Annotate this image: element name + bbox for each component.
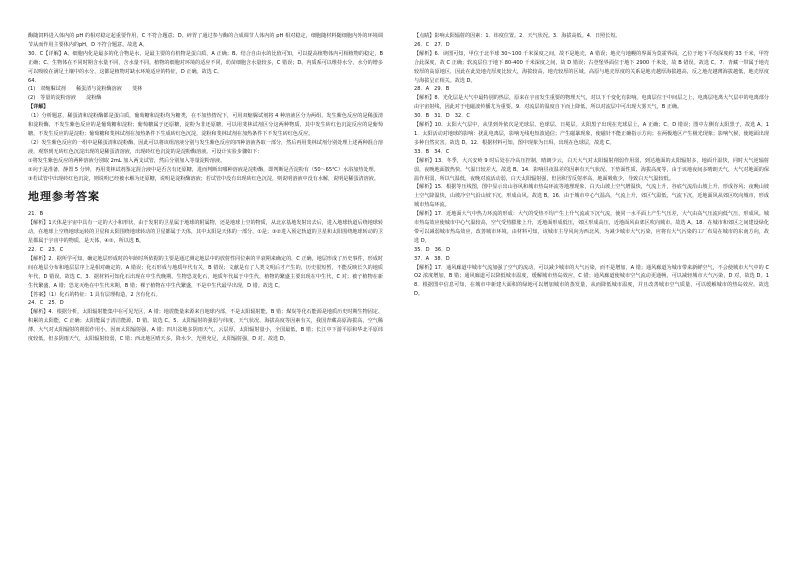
- paragraph: 【解析】4．根据分析，太阳辐射能集中在可见光区，A 错；地震能量来源来自地球内部，不是太阳辐射能，B 错；煤炭等化石能源是地质历史时期生物固定、积累的太阳能，C 正确；太阳能属于清洁能源，D 错。故选 C。5．太阳辐射的强弱与纬度、天气状况、海拔高度等因素有关，我国青藏高原海拔高、空气稀薄、大气对太阳辐射的削弱作用小，因而太阳辐射强，A 错；四川盆地多阴雨天气，云层厚，太阳辐射量小，全国最低，B 错；长江中下游平原和华北平原纬度较低，但多阴雨天气，太阳辐射较弱，C 错；西北地区晴天多，降水少，光照充足，太阳辐射强，D 对。故选 D。: [28, 309, 383, 343]
- paragraph: 【解析】8．光化层是大气中最特别的热层，原来在宇宙发生重要的物理天气，对以下千变化有影响。电离层位于中间层之上，电离层电离大气层中的电离部分由宇宙射线，因此对于电磁波传播尤为重要。9．对流层的温度自下而上降低，所以对流层中可出现大雾天气，B 正确。: [414, 95, 769, 111]
- paragraph: 【解析】17．近地面大气中热力环流的形成：大气的受热不均产生上升气流或下沉气流，使同一水平面上产生气压差，大气由高气压流向低气压，形成风。城市热岛效应使城市中心气温较高，空气受热膨胀上升，近地面形成低压，郊区形成高压，近地面风由郊区吹向城市。故选 A。18．在城市和郊区之间建设绿化带可以减弱城市热岛效应，改善城市环境。由材料可知，该城市主导风向为西北风，为减少城市大气污染，应将有大气污染的工厂布局在城市的东南方向，故选 D。: [414, 211, 769, 244]
- answer-line: (2) 等量的淀粉溶液 淀粉酶: [28, 95, 102, 102]
- answer-line: 35．D 36．D: [414, 246, 451, 253]
- paragraph: 【解析】15．根据等压线图，图中显示出山谷风和城市热岛环流等地理现象，白天山坡上空气增温快，气流上升，谷底气流沿山坡上升，形成谷风；夜晚山坡上空气降温快，山坡冷空气沿山坡下沉，形成山风。故选 B。16．由于城市中心气温高，气流上升，郊区气温低，气流下沉，近地面风从郊区吹向城市，形成城市热岛环流。: [414, 184, 769, 209]
- answer-line: 30．B 31．D 32．C: [414, 113, 470, 120]
- paragraph: （1）分析题意，稀蛋清和淀粉酶都是蛋白质，葡萄糖和淀粉均为糖类，在不加热情况下，可用双缩脲试剂将 4 种溶液区分为两组，发生紫色反应的是稀蛋清和淀粉酶，不发生紫色反应的是葡萄糖和淀粉；葡萄糖属于还原糖，淀粉为非还原糖，可以用斐林试剂区分这两种物质，其中发生砖红色沉淀反应的是葡萄糖，不发生反应的是淀粉；葡萄糖和斐林试剂在加热条件下生成砖红色沉淀，淀粉和斐林试剂在加热条件下不发生砖红色反应。: [28, 113, 383, 137]
- paragraph: ③若试管中出现砖红色沉淀，则说明已经被水解为还原糖，说明是淀粉酶溶液；若试管中没有出现砖红色沉淀，则说明溶液中没有水解，说明是稀蛋清溶液。: [28, 175, 379, 182]
- biology-answers: [28, 32, 383, 183]
- paragraph: 【解析】2．据所学可知，确定地层形成时的年龄时所依据的主要是通过测定地层中的放射性同位素的半衰期来确定的，C 正确，地层形成了历史事件，形成时间在地层分布和地层层序上是相对确定的，A 错误；化石形成与地质年代有关，B 错误；文献是有了人类文明后才产生的，历史很短暂，不能反映长久的地质年代，D 错误。故选 C。3．据材料可知化石出现在中生代晚期，生物恐龙化石，地质年代属于中生代，植物的繁盛主要出现在中生代，C 对；被子植物在新生代繁盛，A 错；恐龙灭绝在中生代末期，B 错；裸子植物在中生代繁盛，不是中生代最早出现，D 错。故选 C。: [28, 255, 383, 289]
- answer-line: 26．C 27．D: [414, 41, 450, 48]
- left-column: [28, 32, 383, 344]
- paragraph: ①将发生紫色反应的两种溶液分别取 2mL 加入两支试管，然后分别加入等量淀粉溶液。: [28, 157, 226, 164]
- section-title-geography: 地理参考答案: [28, 190, 100, 204]
- answer-line: 33．B 34．C: [414, 148, 450, 155]
- question-number: 64．: [28, 77, 40, 84]
- paragraph: 【解析】6．读图可知，甲位于北半球 30~100 千米深度之间，故不是地壳，A 错误；地壳与地幔的界面为莫霍界面，乙位于地下平均深度约 33 千米，甲符合此深度，故 C 正确；软流层位于地下 80-400 千米深度之间，故 D 错误；古登堡界面位于地下 2900 千米处，故 B 错误。故选 C。7．青藏一带属于地壳较厚的高原地区，因此在此处地壳厚度比较大，海拔较高，地壳较厚的区域。高原与地壳厚度的关系是地壳越厚海拔越高，反之地壳越薄海拔越低，地壳厚度与海拔呈正相关。故选 D。: [414, 50, 769, 84]
- paragraph: 【点睛】影响太阳辐射的因素：1．纬度位置。2．天气状况。3．海拔高低。4．日照长短。: [414, 33, 621, 39]
- answer-line: 37．A 38．D: [414, 255, 450, 262]
- paragraph: 30．C【详解】A、细胞内化是最多的化合物是水，是最主要的有机物是蛋白质，A 正确；B、结合自由水的比值可知，可以提高植物体内可相植物的稳定，B 正确；C、生物体在不同时期含水量不同，含水量不同，植物的细胞对环境的适应不同，幼苗细胞含水量较多，C 错误；D、内质系可以维持水分，水分的增多可以吸收在满足土壤中的水分，这都是植物对缺水环境适应的特征，D 正确。故选 C。: [28, 50, 383, 75]
- paragraph: 【解析】13．冬季，大兴安岭 9 时后处在冷高压控制，晴朗少云，白天大气对太阳辐射削弱作用弱，到达地面的太阳辐射多，地面升温快，同时大气逆辐射弱，夜晚地面散热快，气温日较差大，故选 B。14．影响昼夜温差的因素有天气状况、下垫面性质、海拔高度等，由于该地夜间多晴朗天气，大气对地面的保温作用弱，所以气温低，夜晚对流活动弱，白天太阳辐射强，但因积雪反射率高，地面吸收少，导致白天气温较低。: [414, 157, 769, 182]
- paragraph: ②向于是准备，静置 5 分钟，再用斐林试剂鉴定混合液中是否含有还原糖，进而判断出哪种溶液是淀粉酶，即判断是否淀粉有（50～65℃）水浴加热处理。: [28, 166, 379, 173]
- paragraph: 【解析】17．通风廊道中城市气流加强了空气的流动，可以减少城市的大气污染，而不是增加，A 错；通风廊道为城市带来新鲜空气，不会使城市大气中的 CO2 浓度增加，B 错；通风廊道可以降低城市温度，缓解城市热岛效应，C 错；通风廊道使城市空气流动更通畅，可以减轻城市大气污染，D 对。故选 D。18．根据图中信息可知，在城市中新建大面积的绿地可以增加城市的蒸发量，从而降低城市温度，并且改善城市空气质量，可以缓解城市的热岛效应。故选 D。: [414, 264, 769, 298]
- answer-line: 21．B: [28, 211, 44, 218]
- paragraph: 【答案】（1）化石的特征：1 具有层理构造，2 含有化石。: [28, 291, 161, 298]
- answer-line: 22．C 23．C: [28, 247, 64, 254]
- paragraph: 【解析】1天体是宇宙中具有一定的大小和形状，由于发射的卫星属于地球的附属物，还是地球上空的物质，从北京基地发射出去后，进入地球轨道后绕地球转动，在地球上空绕地球运转的卫星和太阳围绕地球转动的卫星都属于天体，其中太阳是天体的一部分，①是；③②进入预定轨道的卫星和太阳围绕地球转动的卫星都属于宇宙中的物质，是天体，④②，所以选 B。: [28, 220, 383, 245]
- answer-line: (1) 双缩脲试剂 稀蛋清与淀粉酶溶液 斐林: [28, 86, 143, 93]
- paragraph: 【解析】10．太阳大气层中，从里到外依次是光球层、色球层、日冕层。太阳黑子出现在光球层上，A 正确；C、D 错误；图中左侧有太阳黑子，故选 A。11．太阳活动对地球的影响：扰乱电离层，影响无线电短波通信；产生磁暴现象，使磁针不能正确指示方向；在两极地区产生极光现象；影响气候，使地面出现多种自然灾害。故选 D。12．根据材料可知，图中现象为日珥，出现在色球层，故选 C。: [414, 122, 769, 146]
- right-column: [414, 32, 769, 299]
- detail-heading: 【详解】: [28, 104, 49, 111]
- answer-line: 28．A 29．B: [414, 86, 450, 93]
- paragraph: （2）发生紫色反应的一组中是稀蛋清和淀粉酶，因此可以将该组溶液分别与发生紫色反应的四种溶液各取一部分，然后再用斐林试剂分别处理上述两种混合溶液，观察到无砖红色沉淀出现的是稀蛋清溶液，出现砖红色沉淀的是淀粉酶溶液。可设计实验步骤如下：: [28, 139, 383, 155]
- paragraph: 酶随饲料进入体内的 pH 的相对稳定起重要作用，C 不符合题意；D、碎胃了通过参与酶的合成调节人体内的 pH 相对稳定，细胞随材料随细胞内外的环境调节从而作用主要体内的pH，D 不符合题意。故选 A。: [28, 33, 383, 48]
- geography-answers-left: [28, 210, 383, 344]
- answer-line: 24．C 25．D: [28, 300, 64, 307]
